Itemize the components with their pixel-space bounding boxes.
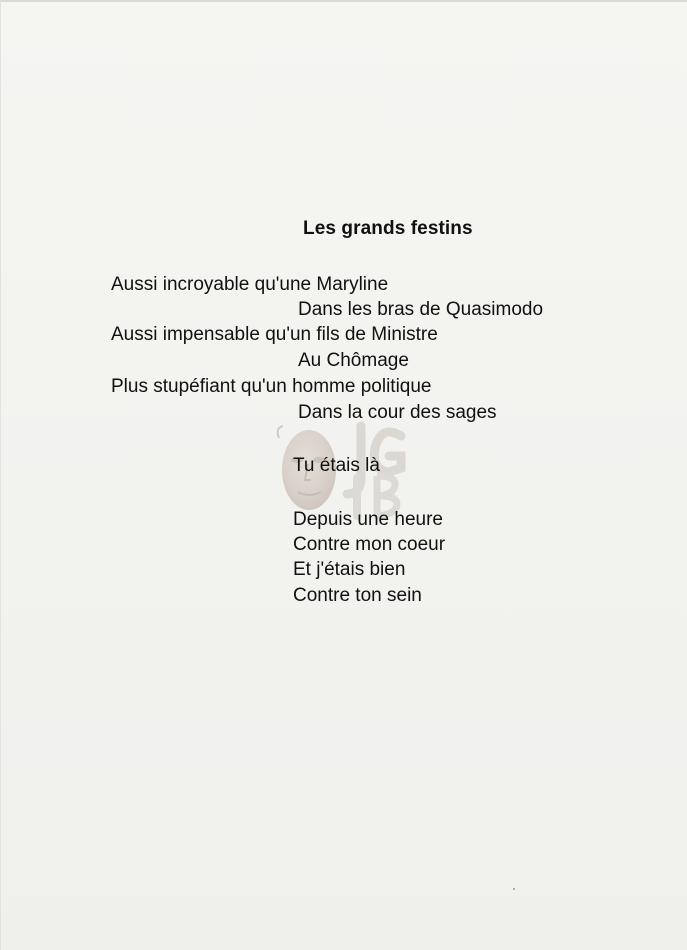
poem-line: Et j'étais bien bbox=[293, 559, 406, 580]
poem-line: Contre ton sein bbox=[293, 585, 422, 606]
poem-line: Plus stupéfiant qu'un homme politique bbox=[111, 376, 432, 397]
poem-title: Les grands festins bbox=[303, 218, 473, 239]
poem-line: Aussi impensable qu'un fils de Ministre bbox=[111, 324, 438, 345]
poem-line: Au Chômage bbox=[298, 350, 409, 371]
poem-line: Dans la cour des sages bbox=[298, 402, 497, 423]
poem-line: Aussi incroyable qu'une Maryline bbox=[111, 274, 389, 295]
poem-line: Depuis une heure bbox=[293, 509, 443, 530]
paper-speck bbox=[513, 888, 515, 890]
poem-line: Contre mon coeur bbox=[293, 534, 446, 555]
poem-line: Dans les bras de Quasimodo bbox=[298, 299, 544, 320]
poem-refrain: Tu étais là bbox=[293, 455, 380, 476]
